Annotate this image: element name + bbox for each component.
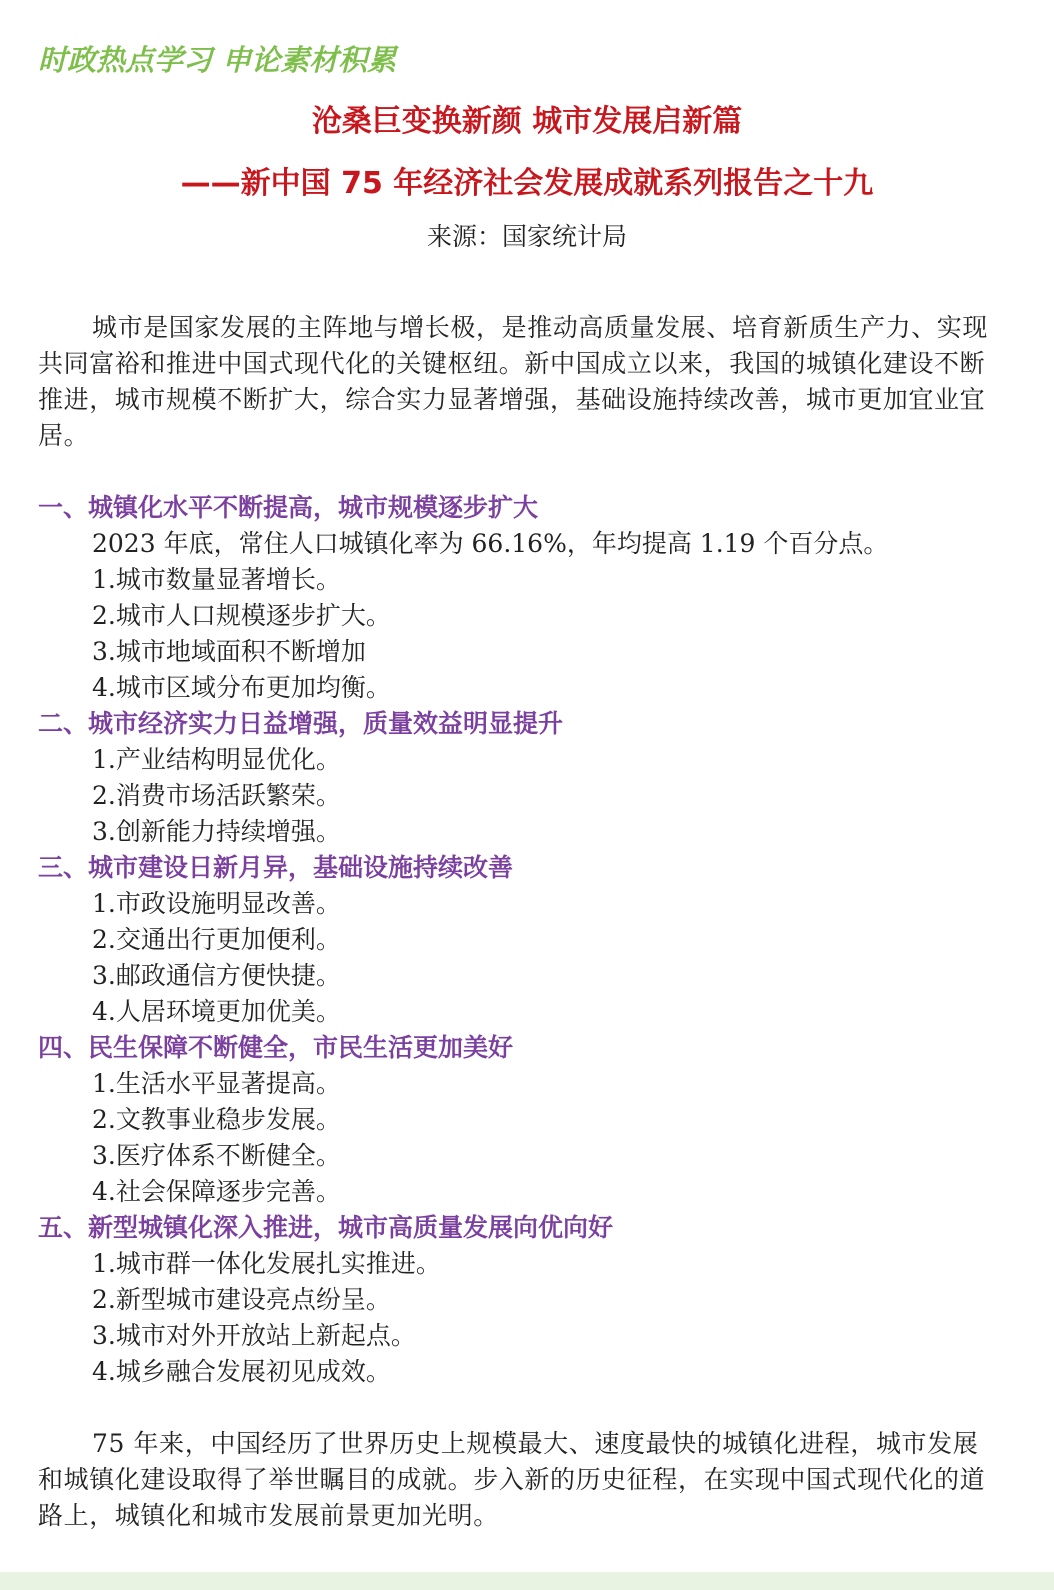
list-item: 1.生活水平显著提高。 bbox=[92, 1069, 341, 1098]
section-2 bbox=[38, 706, 998, 850]
list-item: 3.医疗体系不断健全。 bbox=[92, 1141, 341, 1170]
list-item: 1.产业结构明显优化。 bbox=[92, 745, 341, 774]
section-3 bbox=[38, 850, 998, 1030]
article-subtitle: ——新中国 75 年经济社会发展成就系列报告之十九 bbox=[180, 166, 874, 201]
intro-paragraph: 城市是国家发展的主阵地与增长极，是推动高质量发展、培育新质生产力、实现共同富裕和推进中国式现代化的关键枢纽。新中国成立以来，我国的城镇化建设不断推进，城市规模不断扩大，综合实力显著增强，基础设施持续改善，城市更加宜业宜居。 bbox=[38, 313, 989, 450]
list-item: 4.城市区域分布更加均衡。 bbox=[92, 673, 391, 702]
conclusion-paragraph: 75 年来，中国经历了世界历史上规模最大、速度最快的城镇化进程，城市发展和城镇化建设取得了举世瞩目的成就。步入新的历史征程，在实现中国式现代化的道路上，城镇化和城市发展前景更加光明。 bbox=[38, 1429, 986, 1530]
section-lead: 2023 年底，常住人口城镇化率为 66.16%，年均提高 1.19 个百分点。 bbox=[92, 529, 889, 558]
bottom-bar bbox=[0, 1572, 1054, 1590]
list-item: 4.城乡融合发展初见成效。 bbox=[92, 1357, 391, 1386]
list-item: 1.市政设施明显改善。 bbox=[92, 889, 341, 918]
list-item: 4.社会保障逐步完善。 bbox=[92, 1177, 341, 1206]
section-title: 四、民生保障不断健全，市民生活更加美好 bbox=[38, 1033, 514, 1062]
article-body bbox=[38, 310, 998, 1534]
list-item: 2.新型城市建设亮点纷呈。 bbox=[92, 1285, 391, 1314]
list-item: 4.人居环境更加优美。 bbox=[92, 997, 341, 1026]
list-item: 3.城市地域面积不断增加 bbox=[92, 637, 366, 666]
banner-heading: 时政热点学习 申论素材积累 bbox=[38, 43, 397, 77]
list-item: 2.城市人口规模逐步扩大。 bbox=[92, 601, 391, 630]
list-item: 2.交通出行更加便利。 bbox=[92, 925, 341, 954]
spacer bbox=[38, 454, 998, 490]
section-title: 三、城市建设日新月异，基础设施持续改善 bbox=[38, 853, 514, 882]
list-item: 2.文教事业稳步发展。 bbox=[92, 1105, 341, 1134]
section-5 bbox=[38, 1210, 998, 1390]
section-1 bbox=[38, 490, 998, 706]
list-item: 1.城市群一体化发展扎实推进。 bbox=[92, 1249, 441, 1278]
section-4 bbox=[38, 1030, 998, 1210]
list-item: 3.邮政通信方便快捷。 bbox=[92, 961, 341, 990]
list-item: 2.消费市场活跃繁荣。 bbox=[92, 781, 341, 810]
section-title: 五、新型城镇化深入推进，城市高质量发展向优向好 bbox=[38, 1213, 614, 1242]
list-item: 1.城市数量显著增长。 bbox=[92, 565, 341, 594]
source-line: 来源：国家统计局 bbox=[426, 222, 627, 251]
spacer bbox=[38, 1390, 998, 1426]
list-item: 3.创新能力持续增强。 bbox=[92, 817, 341, 846]
list-item: 3.城市对外开放站上新起点。 bbox=[92, 1321, 416, 1350]
section-title: 一、城镇化水平不断提高，城市规模逐步扩大 bbox=[38, 493, 539, 522]
section-title: 二、城市经济实力日益增强，质量效益明显提升 bbox=[38, 709, 564, 738]
article-title: 沧桑巨变换新颜 城市发展启新篇 bbox=[311, 104, 743, 139]
